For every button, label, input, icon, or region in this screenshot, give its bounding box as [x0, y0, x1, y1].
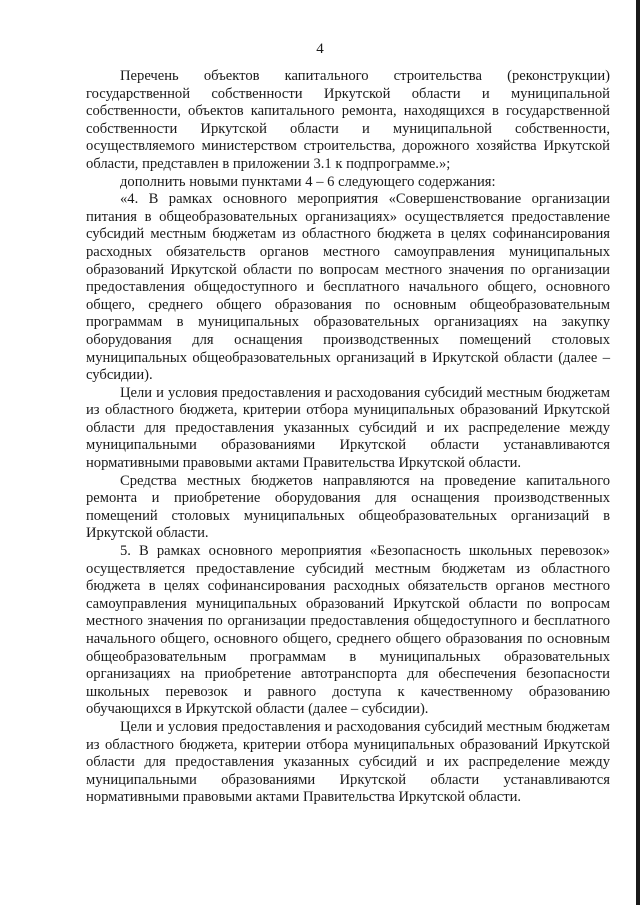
paragraph-item-5-conditions: Цели и условия предоставления и расходования субсидий местным бюджетам из областного бюджета, критерии отбора муниципальных образований Иркутской области для предоставления указанных субсидий и их распределение между муниципальными образованиями Иркутской области устанавливаются нормативными правовыми актами Правительства Иркутской области.: [86, 718, 610, 806]
paragraph-list-reference: Перечень объектов капитального строительства (реконструкции) государственной собственности Иркутской области и муниципальной собственности, объектов капитального ремонта, находящихся в государственной собственности Иркутской области и муниципальной собственности, осуществляемого министерством строительства, дорожного хозяйства Иркутской области, представлен в приложении 3.1 к подпрограмме.»;: [86, 68, 610, 172]
page-number: 4: [316, 41, 324, 57]
paragraph-item-5: 5. В рамках основного мероприятия «Безопасность школьных перевозок» осуществляется предоставление субсидий местным бюджетам из областного бюджета в целях софинансирования расходных обязательств органов местного самоуправления муниципальных образований Иркутской области по вопросам местного значения по организации предоставления общедоступного и бесплатного начального общего, основного общего, среднего общего образования по основным общеобразовательным программам в муниципальных образовательных организациях на приобретение автотранспорта для обеспечения безопасности школьных перевозок и равного доступа к качественному образованию обучающихся в Иркутской области (далее – субсидии).: [86, 543, 610, 718]
scan-edge: [636, 0, 640, 905]
paragraph-amendment-intro: дополнить новыми пунктами 4 – 6 следующего содержания:: [120, 173, 496, 190]
document-body: [86, 68, 610, 807]
paragraph-item-4-conditions: Цели и условия предоставления и расходования субсидий местным бюджетам из областного бюджета, критерии отбора муниципальных образований Иркутской области для предоставления указанных субсидий и их распределение между муниципальными образованиями Иркутской области устанавливаются нормативными правовыми актами Правительства Иркутской области.: [86, 384, 610, 472]
paragraph-item-4-local-funds: Средства местных бюджетов направляются на проведение капитального ремонта и приобретение оборудования для оснащения производственных помещений столовых муниципальных общеобразовательных организаций в Иркутской области.: [86, 472, 610, 542]
paragraph-item-4: «4. В рамках основного мероприятия «Совершенствование организации питания в общеобразовательных организациях» осуществляется предоставление субсидий местным бюджетам из областного бюджета в целях софинансирования расходных обязательств органов местного самоуправления муниципальных образований Иркутской области по вопросам местного значения по организации предоставления общедоступного и бесплатного начального общего, основного общего, среднего общего образования по основным общеобразовательным программам в муниципальных образовательных организациях на закупку оборудования для оснащения производственных помещений столовых муниципальных общеобразовательных организаций в Иркутской области (далее – субсидии).: [86, 191, 610, 384]
